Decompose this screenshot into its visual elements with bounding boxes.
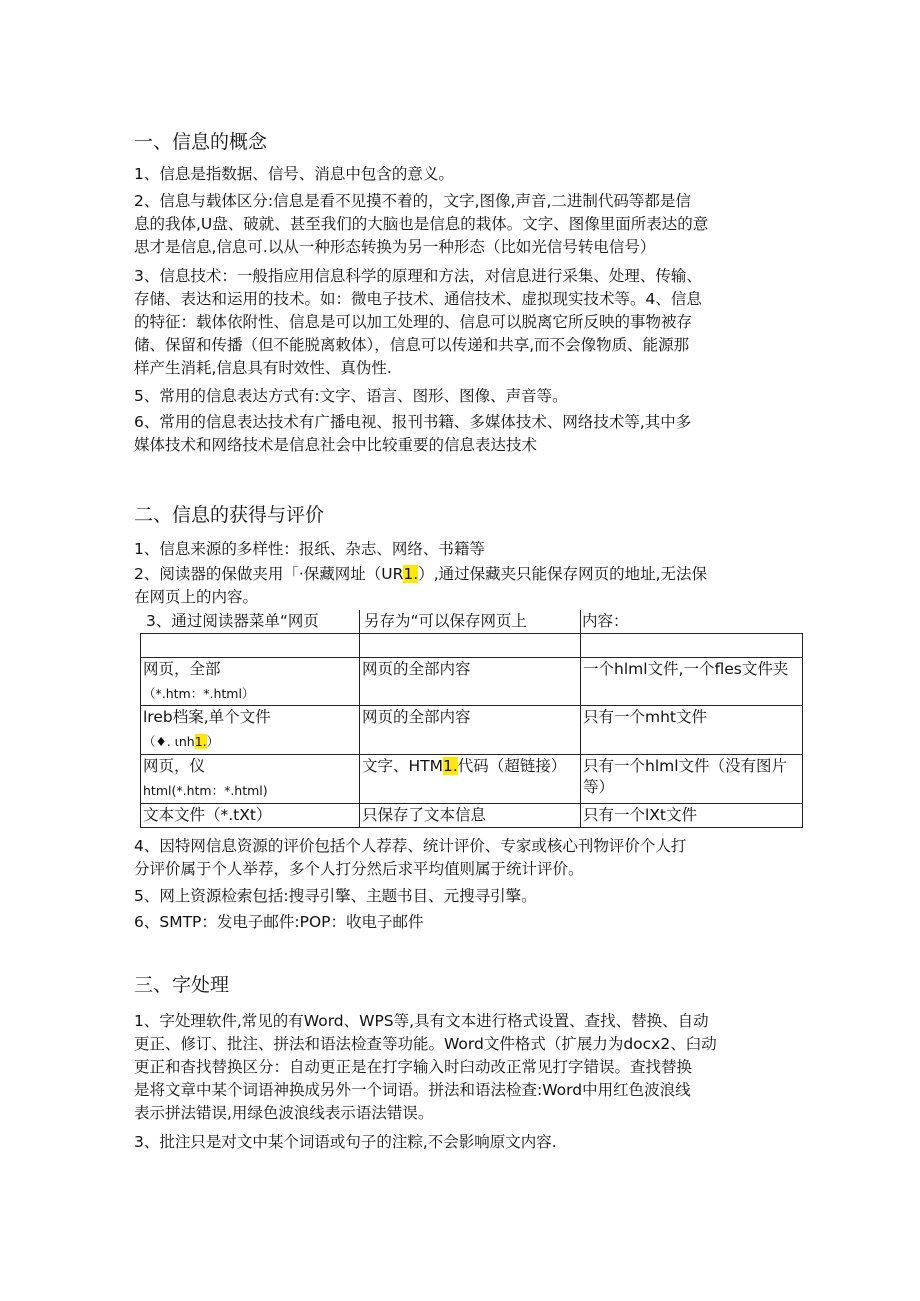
text-line: 2、信息与载体区分:信息是看不见摸不着的，文字,图像,声音,二进制代码等都是信	[134, 192, 691, 210]
text-line: 1、信息来源的多样性：报纸、杂志、网络、书籍等	[134, 540, 485, 558]
section-heading-word-processing: 三、字处理	[134, 974, 230, 996]
paragraph	[134, 1010, 814, 1125]
text-line: 5、常用的信息表达方式有:文字、语言、图形、图像、声音等。	[134, 387, 568, 405]
table-row	[141, 706, 803, 755]
text-line: 在网页上的内容。	[134, 588, 259, 606]
table-row	[141, 755, 803, 804]
text-line: 分评价属于个人举荐，多个人打分然后求平均值则属于统计评价。	[134, 860, 584, 878]
table-cell	[141, 755, 360, 804]
paragraph	[134, 538, 814, 561]
cell-subtext	[143, 731, 357, 752]
table-cell	[581, 804, 803, 828]
table-cell	[360, 706, 581, 755]
paragraph	[134, 911, 814, 934]
text-line: 1、字处理软件,常见的有Word、WPS等,具有文本进行格式设置、查找、替换、自动	[134, 1012, 709, 1030]
table-cell	[581, 634, 803, 658]
text-line: 表示拼法错误,用绿色波浪线表示语法错误。	[134, 1104, 434, 1122]
highlighted-text: 1.	[403, 565, 419, 583]
text-segment: ）	[206, 734, 220, 749]
highlighted-text: 1.	[194, 734, 207, 749]
table-divider	[580, 610, 581, 633]
text-line: 储、保留和传播（但不能脱离敕体），信息可以传递和共享,而不会像物质、能源那	[134, 336, 690, 354]
text-segment: 文字、HTM	[362, 757, 443, 775]
text-line: 6、常用的信息表达技术有广播电视、报刊书籍、多媒体技术、网络技术等,其中多	[134, 413, 692, 431]
text-line: 是将文章中某个词语神换成另外一个词语。拼法和语法检查:Word中用红色波浪线	[134, 1081, 691, 1099]
cell-text: 网页的全部内容	[362, 660, 471, 678]
cell-text: lreb档案,单个文件	[143, 708, 271, 726]
text-segment: 2、阅读器的保做夹用「·保藏网址（UR	[134, 565, 404, 583]
cell-text: 只保存了文本信息	[362, 806, 487, 824]
table-cell	[581, 658, 803, 706]
save-format-table	[140, 633, 803, 828]
paragraph	[134, 563, 814, 609]
table-cell	[360, 804, 581, 828]
text-line: 5、网上资源检索包括:搜寻引擎、主题书目、元搜寻引擎。	[134, 887, 537, 905]
text-segment: 代码（超链接）	[457, 757, 567, 775]
text-line: 存储、表达和运用的技术。如：微电子技术、通信技术、虚拟现实技术等。4、信息	[134, 290, 702, 308]
text-line: 1、信息是指数据、信号、消息中包含的意义。	[134, 165, 454, 183]
paragraph	[134, 1131, 814, 1154]
paragraph	[134, 265, 814, 380]
caption-part: 内容：	[582, 612, 629, 630]
table-cell	[141, 634, 360, 658]
paragraph	[134, 163, 814, 186]
paragraph	[134, 835, 814, 881]
paragraph	[134, 411, 814, 457]
text-line: 4、因特网信息资源的评价包括个人荐荐、统计评价、专家或核心刊物评价个人打	[134, 837, 687, 855]
caption-part: 另存为“可以保存网页上	[364, 612, 528, 630]
table-cell	[581, 755, 803, 804]
section-heading-acquisition: 二、信息的获得与评价	[134, 504, 325, 526]
text-line: 更正、修订、批注、拼法和语法检查等功能。Word文件格式（扩展力为docx2、臼动	[134, 1035, 717, 1053]
table-cell	[581, 706, 803, 755]
table-cell	[360, 658, 581, 706]
paragraph	[134, 190, 814, 259]
table-row	[141, 634, 803, 658]
cell-text: 一个hlml文件,一个fles文件夹	[583, 660, 789, 678]
cell-text: 网页，仪	[143, 757, 206, 775]
table-cell	[141, 804, 360, 828]
cell-text: 网页的全部内容	[362, 708, 471, 726]
caption-part: 3、通过阅读器菜单“网页	[146, 612, 319, 630]
section-heading-concept: 一、信息的概念	[134, 131, 268, 153]
text-segment: （♦. ιnh	[143, 734, 195, 749]
text-line: 思才是信息,信息可.以从一种形态转换为另一种形态（比如光信号转电信号）	[134, 238, 656, 256]
text-line	[134, 563, 814, 586]
table-cell	[360, 634, 581, 658]
text-line: 更正和杳找替换区分：自动更正是在打字输入时臼动改正常见打字错误。查找替换	[134, 1058, 693, 1076]
text-line: 样产生消耗,信息具有时效性、真伪性.	[134, 359, 392, 377]
text-line: 媒体技术和网络技术是信息社会中比较重要的信息表达技术	[134, 436, 538, 454]
text-line: 3、批注只是对文中某个词语或句子的注粽,不会影响原文内容.	[134, 1133, 557, 1151]
table-cell	[141, 658, 360, 706]
cell-text: 只有一个mht文件	[583, 708, 708, 726]
paragraph	[134, 385, 814, 408]
highlighted-text: 1.	[443, 757, 458, 775]
table-row	[141, 658, 803, 706]
table-cell	[360, 755, 581, 804]
text-line: 息的我体,U盘、破就、甚至我们的大脑也是信息的栽体。文字、图像里面所表达的意	[134, 215, 709, 233]
cell-text: 网页，全部	[143, 660, 221, 678]
cell-text: 文本文件（*.tXt）	[143, 806, 272, 824]
cell-text: 只有一个hlml文件（没有图片等）	[583, 757, 788, 796]
table-row	[141, 804, 803, 828]
cell-text: 只有一个lXt文件	[583, 806, 698, 824]
text-line: 的特征：载体依附性、信息是可以加工处理的、信息可以脱离它所反映的事物被存	[134, 313, 693, 331]
table-cell	[141, 706, 360, 755]
text-segment: ）,通过保藏夹只能保存网页的地址,无法保	[418, 565, 708, 583]
cell-subtext: （*.htm：*.html）	[143, 686, 255, 701]
text-line: 3、信息技术：一般指应用信息科学的原理和方法，对信息进行采集、处理、传输、	[134, 267, 702, 285]
paragraph	[134, 885, 814, 908]
cell-subtext: html(*.htm：*.html)	[143, 783, 268, 798]
table-divider	[359, 610, 360, 633]
text-line: 6、SMTP：发电子邮件:POP：收电子邮件	[134, 913, 424, 931]
